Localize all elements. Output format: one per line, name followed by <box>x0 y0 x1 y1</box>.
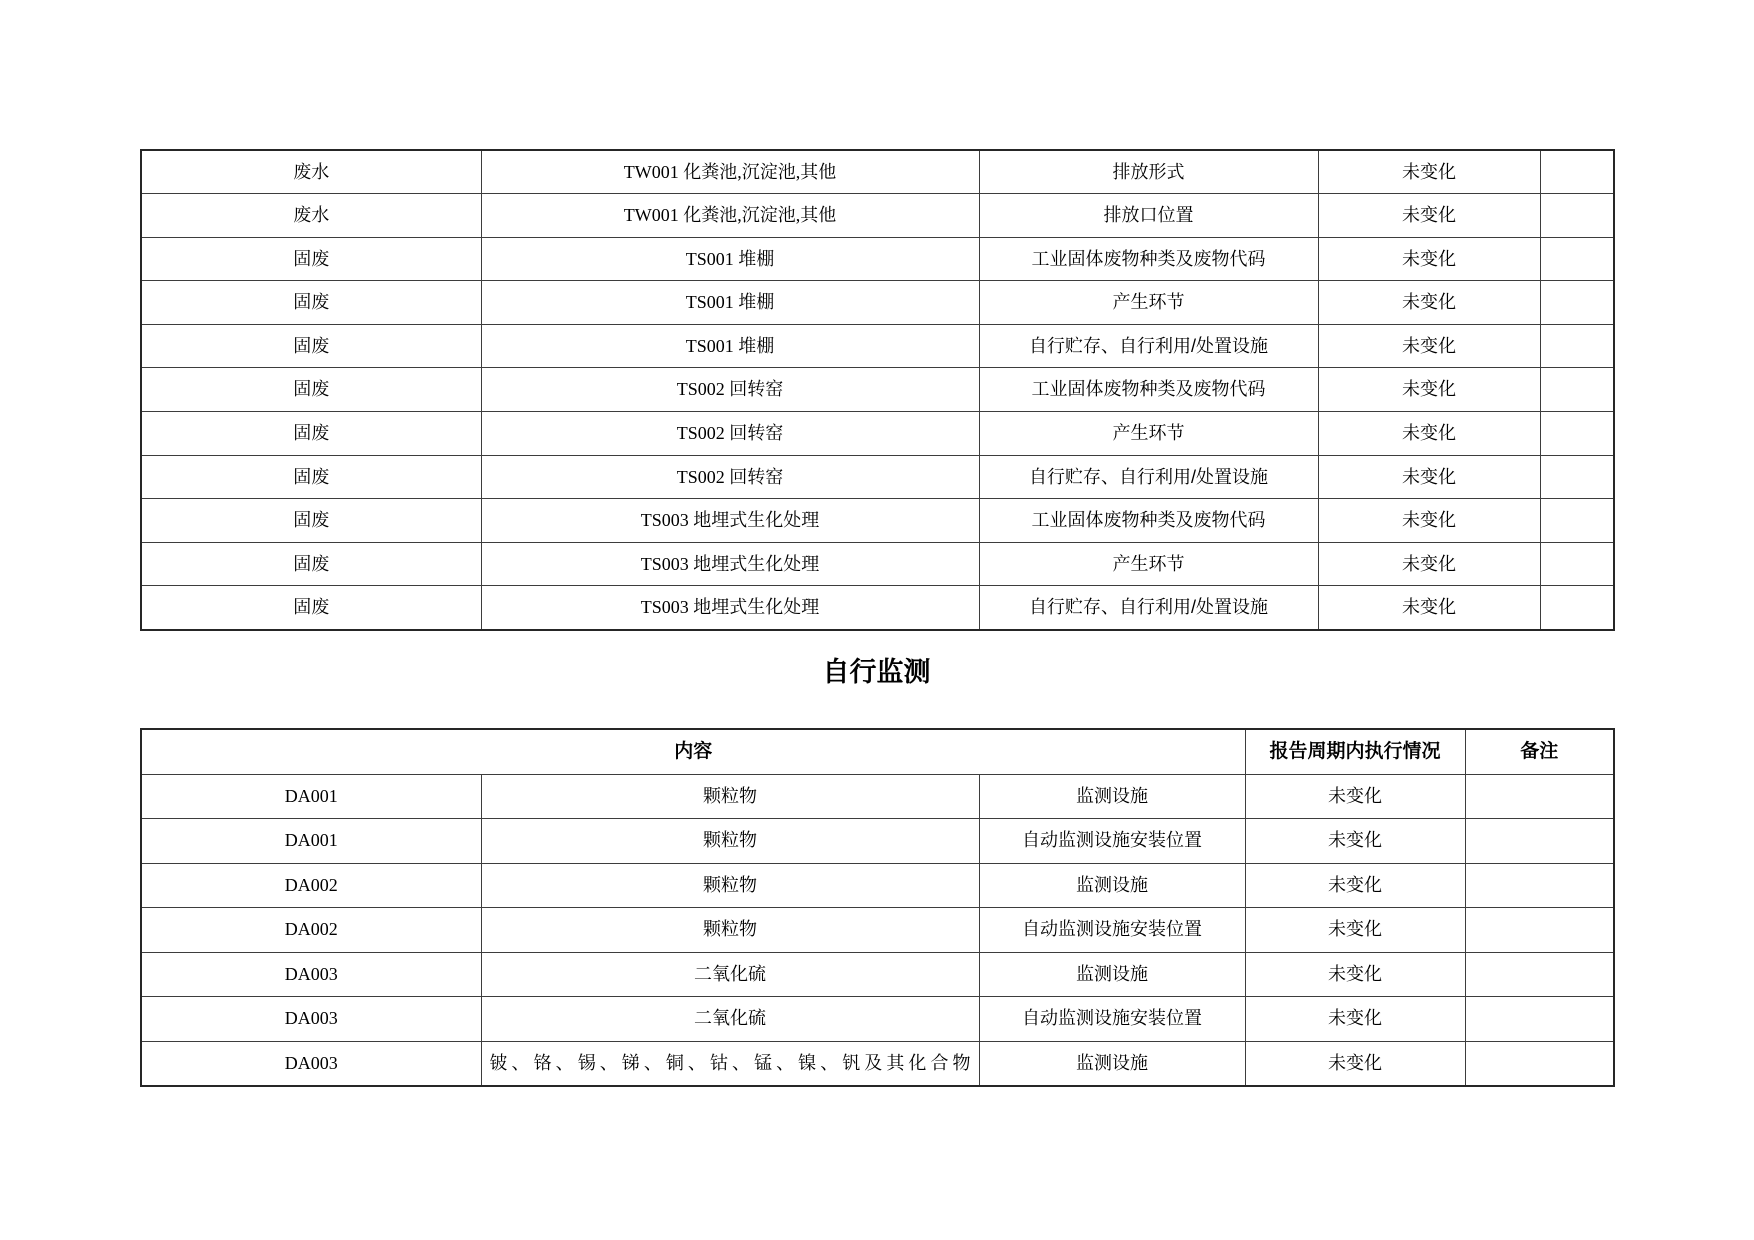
facility-cell: TS003 地埋式生化处理 <box>481 586 979 630</box>
status-cell: 未变化 <box>1245 1041 1465 1086</box>
change-item-cell: 工业固体废物种类及废物代码 <box>979 237 1318 281</box>
note-cell <box>1540 194 1614 238</box>
change-item-cell: 排放形式 <box>979 150 1318 194</box>
note-cell <box>1540 542 1614 586</box>
note-cell <box>1540 368 1614 412</box>
self-monitoring-table-header <box>141 729 1614 774</box>
facility-cell: TS002 回转窑 <box>481 412 979 456</box>
pollutant-cell: 颗粒物 <box>481 908 979 953</box>
category-cell: 固废 <box>141 237 481 281</box>
category-cell: 固废 <box>141 455 481 499</box>
change-item-cell: 产生环节 <box>979 542 1318 586</box>
pollutant-cell: 铍、铬、锡、锑、铜、钴、锰、镍、钒及其化合物 <box>481 1041 979 1086</box>
column-header-content: 内容 <box>141 729 1245 774</box>
monitoring-table-row <box>141 863 1614 908</box>
change-item-cell: 自行贮存、自行利用/处置设施 <box>979 455 1318 499</box>
change-item-cell: 产生环节 <box>979 412 1318 456</box>
note-cell <box>1540 281 1614 325</box>
monitoring-item-cell: 自动监测设施安装位置 <box>979 908 1245 953</box>
pollutant-cell: 颗粒物 <box>481 819 979 864</box>
column-header-execution-status: 报告周期内执行情况 <box>1245 729 1465 774</box>
facility-cell: TS002 回转窑 <box>481 455 979 499</box>
outlet-code-cell: DA003 <box>141 1041 481 1086</box>
section-heading-self-monitoring: 自行监测 <box>822 657 931 687</box>
outlet-code-cell: DA001 <box>141 774 481 819</box>
status-cell: 未变化 <box>1318 194 1540 238</box>
changes-table-row <box>141 499 1614 543</box>
category-cell: 废水 <box>141 194 481 238</box>
status-cell: 未变化 <box>1245 997 1465 1042</box>
monitoring-item-cell: 自动监测设施安装位置 <box>979 997 1245 1042</box>
monitoring-item-cell: 监测设施 <box>979 1041 1245 1086</box>
status-cell: 未变化 <box>1318 586 1540 630</box>
status-cell: 未变化 <box>1318 150 1540 194</box>
column-header-note: 备注 <box>1465 729 1614 774</box>
category-cell: 固废 <box>141 542 481 586</box>
change-item-cell: 产生环节 <box>979 281 1318 325</box>
change-item-cell: 工业固体废物种类及废物代码 <box>979 368 1318 412</box>
changes-table-row <box>141 324 1614 368</box>
category-cell: 固废 <box>141 368 481 412</box>
status-cell: 未变化 <box>1245 863 1465 908</box>
note-cell <box>1540 237 1614 281</box>
note-cell <box>1540 412 1614 456</box>
note-cell <box>1465 1041 1614 1086</box>
change-item-cell: 工业固体废物种类及废物代码 <box>979 499 1318 543</box>
category-cell: 固废 <box>141 281 481 325</box>
category-cell: 固废 <box>141 499 481 543</box>
monitoring-table-row <box>141 952 1614 997</box>
facility-cell: TS002 回转窑 <box>481 368 979 412</box>
monitoring-item-cell: 监测设施 <box>979 863 1245 908</box>
status-cell: 未变化 <box>1318 412 1540 456</box>
change-item-cell: 自行贮存、自行利用/处置设施 <box>979 586 1318 630</box>
self-monitoring-table-body <box>141 774 1614 1086</box>
permit-changes-table-body <box>141 150 1614 630</box>
monitoring-table-row <box>141 908 1614 953</box>
status-cell: 未变化 <box>1245 952 1465 997</box>
status-cell: 未变化 <box>1318 237 1540 281</box>
note-cell <box>1465 863 1614 908</box>
changes-table-row <box>141 237 1614 281</box>
facility-cell: TS003 地埋式生化处理 <box>481 542 979 586</box>
pollutant-cell: 二氧化硫 <box>481 952 979 997</box>
self-monitoring-table <box>140 728 1615 1087</box>
change-item-cell: 自行贮存、自行利用/处置设施 <box>979 324 1318 368</box>
note-cell <box>1465 774 1614 819</box>
monitoring-item-cell: 自动监测设施安装位置 <box>979 819 1245 864</box>
facility-cell: TW001 化粪池,沉淀池,其他 <box>481 194 979 238</box>
pollutant-cell: 二氧化硫 <box>481 997 979 1042</box>
outlet-code-cell: DA003 <box>141 952 481 997</box>
facility-cell: TS001 堆棚 <box>481 237 979 281</box>
monitoring-table-row <box>141 819 1614 864</box>
changes-table-row <box>141 542 1614 586</box>
outlet-code-cell: DA001 <box>141 819 481 864</box>
facility-cell: TW001 化粪池,沉淀池,其他 <box>481 150 979 194</box>
changes-table-row <box>141 455 1614 499</box>
note-cell <box>1540 499 1614 543</box>
changes-table-row <box>141 586 1614 630</box>
category-cell: 固废 <box>141 324 481 368</box>
status-cell: 未变化 <box>1245 819 1465 864</box>
note-cell <box>1540 324 1614 368</box>
changes-table-row <box>141 194 1614 238</box>
status-cell: 未变化 <box>1318 542 1540 586</box>
changes-table-row <box>141 368 1614 412</box>
status-cell: 未变化 <box>1318 281 1540 325</box>
category-cell: 固废 <box>141 412 481 456</box>
monitoring-table-row <box>141 774 1614 819</box>
status-cell: 未变化 <box>1245 774 1465 819</box>
permit-changes-table <box>140 149 1615 631</box>
status-cell: 未变化 <box>1318 324 1540 368</box>
status-cell: 未变化 <box>1245 908 1465 953</box>
pollutant-cell: 颗粒物 <box>481 774 979 819</box>
status-cell: 未变化 <box>1318 455 1540 499</box>
note-cell <box>1540 586 1614 630</box>
outlet-code-cell: DA002 <box>141 908 481 953</box>
changes-table-row <box>141 150 1614 194</box>
facility-cell: TS003 地埋式生化处理 <box>481 499 979 543</box>
pollutant-cell: 颗粒物 <box>481 863 979 908</box>
changes-table-row <box>141 281 1614 325</box>
monitoring-item-cell: 监测设施 <box>979 952 1245 997</box>
note-cell <box>1540 455 1614 499</box>
status-cell: 未变化 <box>1318 368 1540 412</box>
monitoring-table-row <box>141 997 1614 1042</box>
status-cell: 未变化 <box>1318 499 1540 543</box>
outlet-code-cell: DA002 <box>141 863 481 908</box>
header-row <box>141 729 1614 774</box>
category-cell: 固废 <box>141 586 481 630</box>
category-cell: 废水 <box>141 150 481 194</box>
note-cell <box>1465 952 1614 997</box>
facility-cell: TS001 堆棚 <box>481 324 979 368</box>
note-cell <box>1540 150 1614 194</box>
outlet-code-cell: DA003 <box>141 997 481 1042</box>
note-cell <box>1465 908 1614 953</box>
change-item-cell: 排放口位置 <box>979 194 1318 238</box>
note-cell <box>1465 819 1614 864</box>
changes-table-row <box>141 412 1614 456</box>
note-cell <box>1465 997 1614 1042</box>
monitoring-item-cell: 监测设施 <box>979 774 1245 819</box>
monitoring-table-row <box>141 1041 1614 1086</box>
facility-cell: TS001 堆棚 <box>481 281 979 325</box>
